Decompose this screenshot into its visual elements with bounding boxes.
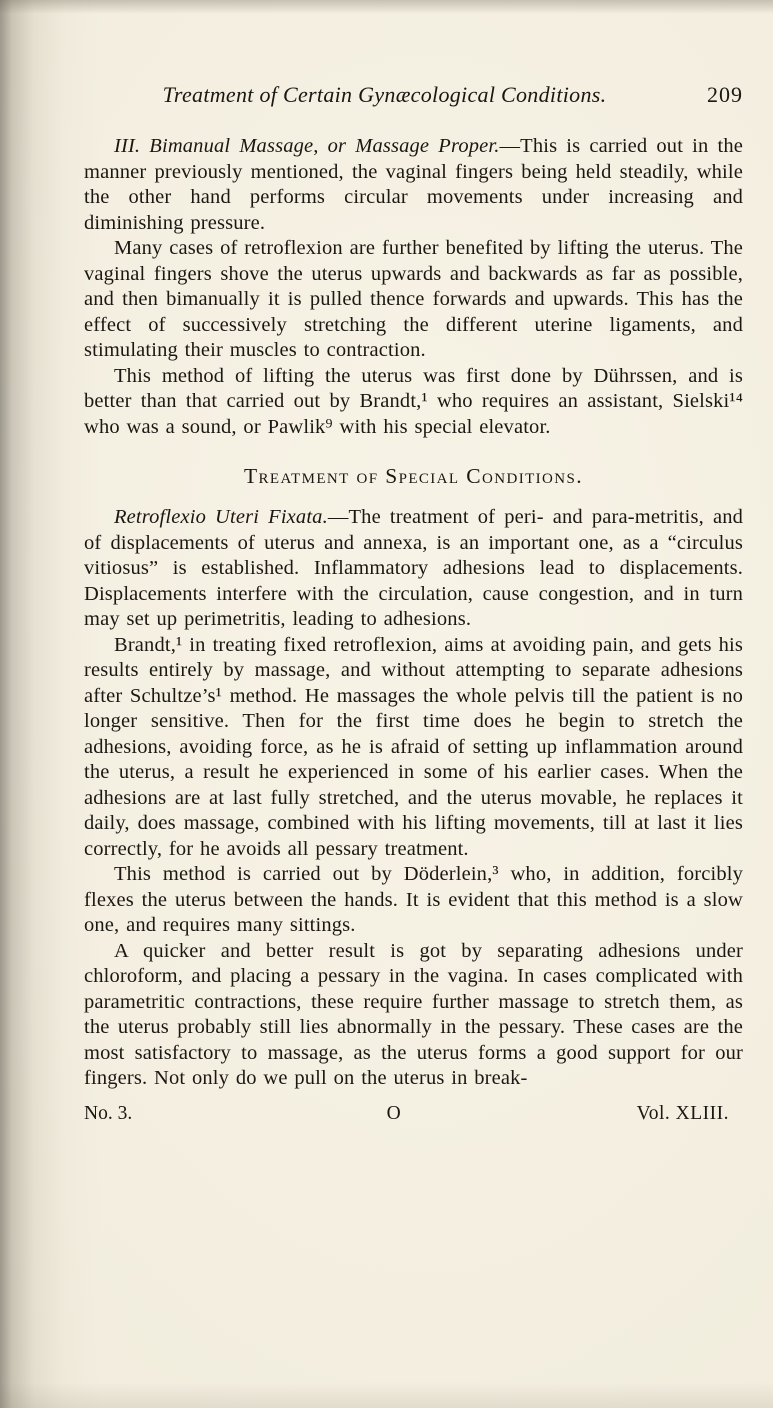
footer-issue-number: No. 3. xyxy=(84,1102,133,1124)
paragraph-text: Brandt,¹ in treating fixed retroflexion, aims at avoiding pain, and gets his results entirely by massage, and without attempting to separate adhesions after Schultze’s¹ method. He massages the whole pelvis till the patient is no longer sensitive. Then for the first time does he begin to stretch the adhesions, avoiding force, as he is afraid of setting up inflammation around the uterus, a result he experienced in some of his earlier cases. When the adhesions are at last fully stretched, and the uterus movable, he replaces it daily, does massage, combined with his lifting movements, till at last it lies correctly, for he avoids all pessary treatment. xyxy=(84,633,743,860)
running-header xyxy=(84,82,743,108)
paragraph-text: —This is carried out in the manner previously mentioned, the vaginal fingers being held steadily, while the other hand performs circular movements under increasing and diminishing pressure. xyxy=(84,135,743,234)
page-footer xyxy=(84,1101,743,1129)
section-heading: Treatment of Special Conditions. xyxy=(243,464,584,488)
page-number: 209 xyxy=(707,82,743,107)
paragraph-doederlein-method xyxy=(84,862,743,939)
paragraph-lifting-method xyxy=(84,364,743,441)
running-header-title: Treatment of Certain Gynæcological Conditions. xyxy=(162,82,607,107)
footer-volume-number: Vol. XLIII. xyxy=(636,1102,729,1124)
paragraph-lead-italic: III. Bimanual Massage, or Massage Proper. xyxy=(114,135,500,157)
paragraph-lead-italic: Retroflexio Uteri Fixata. xyxy=(114,506,328,528)
paragraph-text: This method is carried out by Döderlein,³ who, in addition, forcibly flexes the uterus between the hands. It is evident that this method is a slow one, and requires many sittings. xyxy=(84,863,743,936)
footer-signature-mark: O xyxy=(386,1102,401,1124)
paragraph-text: This method of lifting the uterus was first done by Dührssen, and is better than that carried out by Brandt,¹ who requires an assistant, Sielski¹⁴ who was a sound, or Pawlik⁹ with his special elevator. xyxy=(84,364,743,438)
paragraph-quicker-result xyxy=(84,939,743,1092)
paragraph-retroflexion-lifting xyxy=(84,236,743,364)
paragraph-bimanual-massage xyxy=(84,134,743,236)
paragraph-retroflexio-uteri-fixata xyxy=(84,505,743,633)
paragraph-text: Many cases of retroflexion are further benefited by lifting the uterus. The vaginal fingers shove the uterus upwards and backwards as far as possible, and then bimanually it is pulled thence forwards and upwards. This has the effect of successively stretching the different uterine ligaments, and stimulating their muscles to contraction. xyxy=(84,237,743,361)
paragraph-text: A quicker and better result is got by separating adhesions under chloroform, and placing a pessary in the vagina. In cases complicated with parametritic contractions, these require further massage to stretch them, as the uterus probably still lies abnormally in the pessary. These cases are the most satisfactory to massage, as the uterus forms a good support for our fingers. Not only do we pull on the uterus in break- xyxy=(84,939,743,1089)
paragraph-text: —The treatment of peri- and para-metritis, and of displacements of uterus and annexa, is an important one, as a “circulus vitiosus” is established. Inflammatory adhesions lead to displacements. Displacements interfere with the circulation, cause congestion, and in turn may set up perimetritis, leading to adhesions. xyxy=(84,506,743,630)
page-body xyxy=(84,134,743,1092)
paragraph-brandt-treatment xyxy=(84,633,743,863)
page-column xyxy=(84,82,743,1129)
